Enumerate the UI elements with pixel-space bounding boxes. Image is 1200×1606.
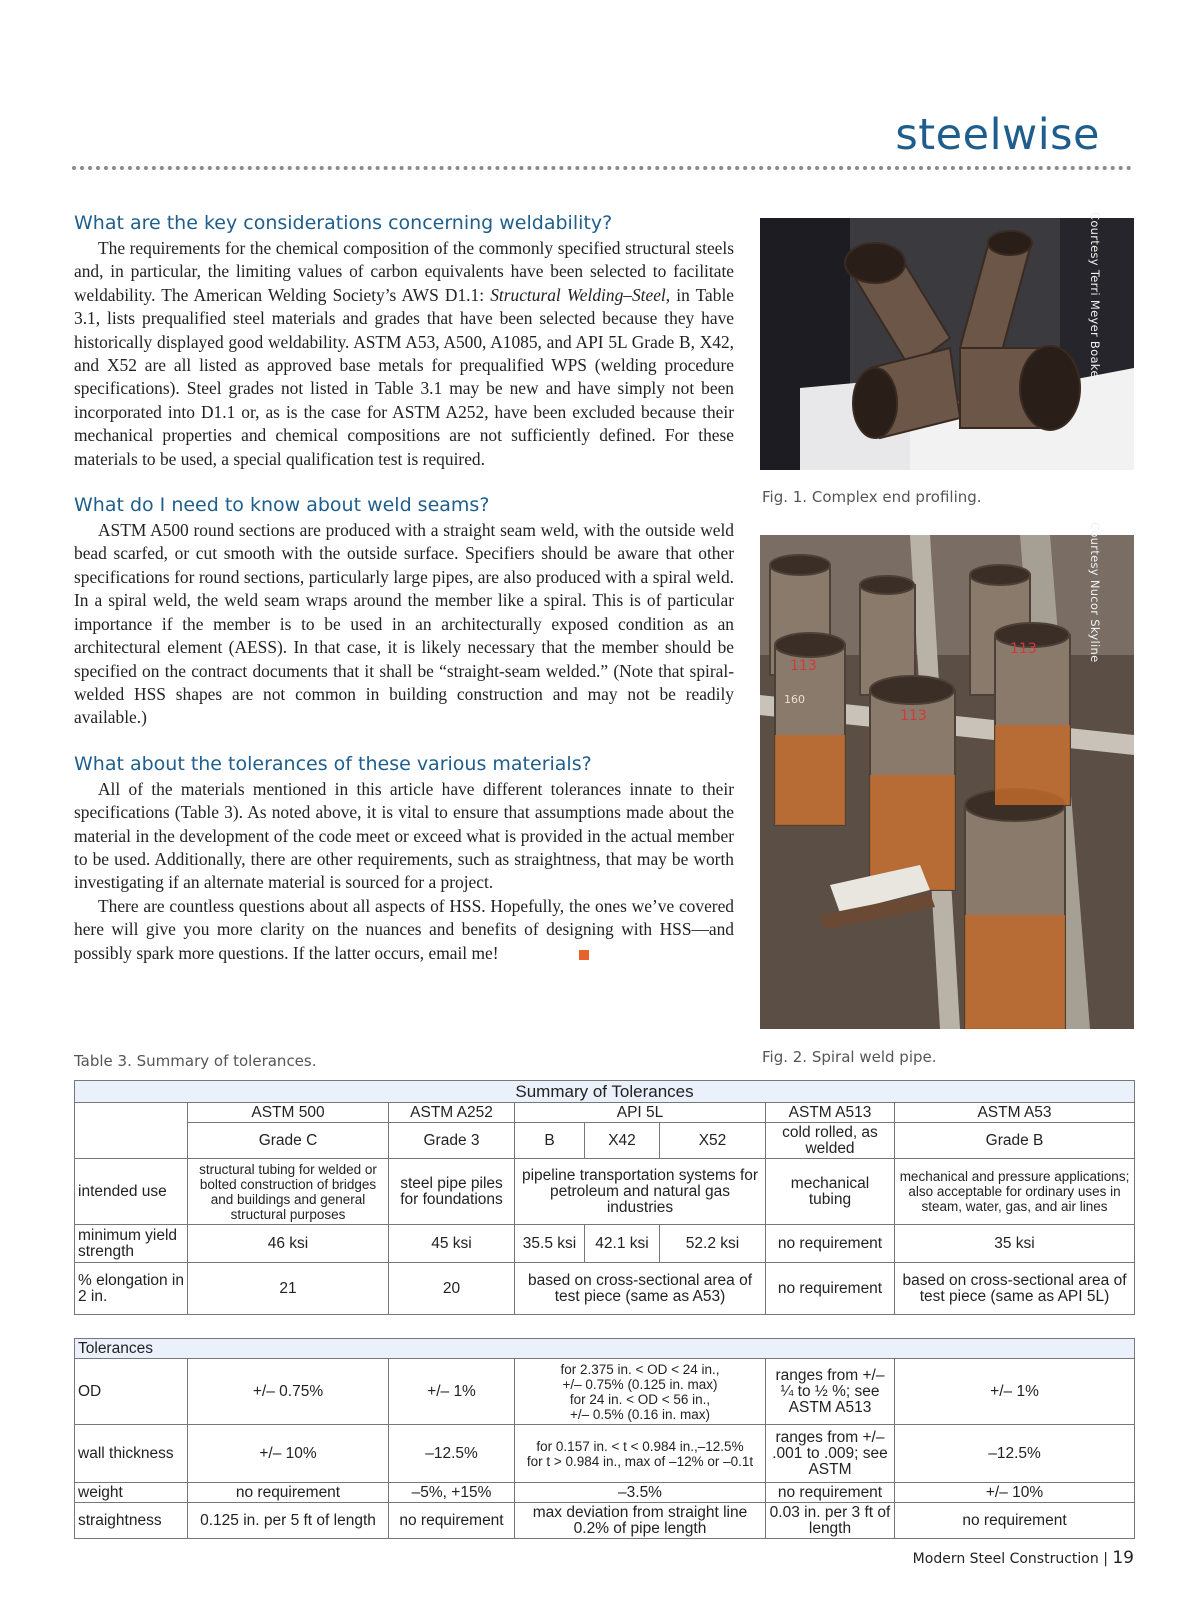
grade-cell: B [515, 1123, 585, 1159]
spiral-weld-pipe-image [760, 535, 1134, 1029]
table-cell: 0.03 in. per 3 ft of length [766, 1503, 895, 1539]
table-cell: +/– 1% [389, 1359, 515, 1425]
summary-table [74, 1080, 1135, 1315]
table-cell: max deviation from straight line 0.2% of pipe length [515, 1503, 766, 1539]
table-cell: no requirement [766, 1225, 895, 1263]
figure-1-credit: Courtesy Terri Meyer Boake [1088, 212, 1102, 378]
footer-separator: | [1103, 1551, 1108, 1567]
row-label: wall thickness [75, 1425, 188, 1483]
publication-name: Modern Steel Construction [912, 1551, 1099, 1567]
row-label: % elongation in 2 in. [75, 1263, 188, 1315]
od-row [75, 1359, 1135, 1425]
table-cell: 52.2 ksi [660, 1225, 766, 1263]
article-paragraph: The requirements for the chemical composition of the commonly specified structural steels and, in particular, the limiting values of carbon equivalents have been selected to facilitate weldability. The American Welding Society’s AWS D1.1: Structural Welding–Steel, in Table 3.1, lists prequalified steel materials and grades that have been selected because they have historically displayed good weldability. ASTM A53, A500, A1085, and API 5L Grade B, X42, and X52 are all listed as approved base metals for prequalified WPS (welding procedure specifications). Steel grades not listed in Table 3.1 may be new and have simply not been incorporated into D1.1 or, as is the case for ASTM A252, have been excluded because their mechanical properties and chemical compositions are not sufficiently defined. For these materials to be used, a special qualification test is required. [74, 238, 735, 469]
column-header: ASTM 500 [188, 1103, 389, 1123]
table-cell: ranges from +/– .001 to .009; see ASTM [766, 1425, 895, 1483]
table-cell: 0.125 in. per 5 ft of length [188, 1503, 389, 1539]
grade-cell: X42 [585, 1123, 660, 1159]
tolerances-title-row [75, 1339, 1135, 1359]
pipe-marking-label: 113 [1010, 641, 1037, 657]
table-cell: mechanical and pressure applications; also acceptable for ordinary uses in steam, water, gas, and air lines [895, 1159, 1135, 1225]
elongation-row [75, 1263, 1135, 1315]
grade-cell: cold rolled, as welded [766, 1123, 895, 1159]
table-title: Summary of Tolerances [75, 1081, 1135, 1103]
table-cell: 46 ksi [188, 1225, 389, 1263]
row-label: intended use [75, 1159, 188, 1225]
row-label: straightness [75, 1503, 188, 1539]
table-cell: structural tubing for welded or bolted construction of bridges and buildings and general structural purposes [188, 1159, 389, 1225]
column-header: API 5L [515, 1103, 766, 1123]
article-block-weld-seams [74, 494, 734, 730]
table-cell: no requirement [766, 1263, 895, 1315]
article-body [74, 212, 734, 988]
tolerances-title: Tolerances [75, 1339, 1135, 1359]
table-cell: +/– 10% [895, 1483, 1135, 1503]
table-cell: +/– 0.75% [188, 1359, 389, 1425]
table-cell: 45 ksi [389, 1225, 515, 1263]
table-cell: 20 [389, 1263, 515, 1315]
article-block-tolerances [74, 753, 734, 965]
table-cell: no requirement [188, 1483, 389, 1503]
yield-strength-row [75, 1225, 1135, 1263]
table-cell: –3.5% [515, 1483, 766, 1503]
pipe-number-label: 160 [784, 693, 805, 706]
pipe-marking-label: 113 [790, 658, 817, 674]
grade-cell: X52 [660, 1123, 766, 1159]
weight-row [75, 1483, 1135, 1503]
table-cell: no requirement [389, 1503, 515, 1539]
question-heading: What do I need to know about weld seams? [74, 494, 490, 517]
table-cell: no requirement [766, 1483, 895, 1503]
figure-1-caption: Fig. 1. Complex end profiling. [762, 488, 982, 506]
table-cell: based on cross-sectional area of test piece (same as A53) [515, 1263, 766, 1315]
table-cell: pipeline transportation systems for petroleum and natural gas industries [515, 1159, 766, 1225]
table-cell: 35 ksi [895, 1225, 1135, 1263]
table-cell: 21 [188, 1263, 389, 1315]
row-label: weight [75, 1483, 188, 1503]
page-number: 19 [1112, 1548, 1134, 1568]
column-header: ASTM A513 [766, 1103, 895, 1123]
row-label: OD [75, 1359, 188, 1425]
table-cell: for 0.157 in. < t < 0.984 in.,–12.5% for t > 0.984 in., max of –12% or –0.1t [515, 1425, 766, 1483]
table-cell: 42.1 ksi [585, 1225, 660, 1263]
table-cell: –12.5% [895, 1425, 1135, 1483]
table-cell: mechanical tubing [766, 1159, 895, 1225]
article-paragraph: All of the materials mentioned in this article have different tolerances innate to their specifications (Table 3). As noted above, it is vital to ensure that assumptions made about the material in the development of the code meet or exceed what is provided in the actual member to be used. Additionally, there are other requirements, such as straightness, that may be worth investigating if an alternate material is sourced for a project. [74, 778, 734, 893]
column-header: ASTM A252 [389, 1103, 515, 1123]
table-cell: –5%, +15% [389, 1483, 515, 1503]
grade-cell: Grade C [188, 1123, 389, 1159]
question-heading: What about the tolerances of these various materials? [74, 752, 592, 775]
table-cell: –12.5% [389, 1425, 515, 1483]
table-cell: no requirement [895, 1503, 1135, 1539]
article-block-weldability [74, 212, 734, 471]
table-cell: based on cross-sectional area of test piece (same as API 5L) [895, 1263, 1135, 1315]
figure-1-photo [760, 218, 1134, 470]
grade-header-row [75, 1123, 1135, 1159]
table-cell: for 2.375 in. < OD < 24 in., +/– 0.75% (0.125 in. max) for 24 in. < OD < 56 in., +/– 0.5% (0.16 in. max) [515, 1359, 766, 1425]
table-cell: ranges from +/– ¼ to ½ %; see ASTM A513 [766, 1359, 895, 1425]
section-title: steelwise [895, 110, 1100, 160]
figure-2-credit: Courtesy Nucor Skyline [1088, 522, 1102, 663]
grade-cell: Grade B [895, 1123, 1135, 1159]
table-cell: steel pipe piles for foundations [389, 1159, 515, 1225]
grade-cell: Grade 3 [389, 1123, 515, 1159]
tolerances-table [74, 1338, 1135, 1539]
table-caption: Table 3. Summary of tolerances. [74, 1052, 317, 1070]
complex-end-profiling-image [760, 218, 1134, 470]
dotted-divider [72, 166, 1132, 170]
article-paragraph: ASTM A500 round sections are produced with a straight seam weld, with the outside weld bead scarfed, or cut smooth with the outside surface. Specifiers should be aware that other specifications for round sections, particularly large pipes, are also produced with a spiral weld. In a spiral weld, the weld seam wraps around the member like a spiral. This is of particular importance if the member is to be used in an architecturally exposed condition as an architectural element (AESS). In that case, it is likely necessary that the member should be specified on the contract documents that it shall be “straight-seam welded.” (Note that spiral-welded HSS shapes are not common in building construction and may not be readily available.) [74, 520, 734, 728]
publication-title: Structural Welding–Steel [490, 284, 666, 305]
spec-header-row [75, 1103, 1135, 1123]
page-footer [913, 1548, 1134, 1568]
pipe-marking-label: 113 [900, 708, 927, 724]
table-cell: 35.5 ksi [515, 1225, 585, 1263]
column-header: ASTM A53 [895, 1103, 1135, 1123]
figure-2-photo [760, 535, 1134, 1029]
wall-thickness-row [75, 1425, 1135, 1483]
end-of-article-icon [579, 950, 589, 960]
article-paragraph: There are countless questions about all aspects of HSS. Hopefully, the ones we’ve covered here will give you more clarity on the nuances and benefits of designing with HSS—and possibly spark more questions. If the latter occurs, email me! [74, 895, 734, 963]
straightness-row [75, 1503, 1135, 1539]
table-cell: +/– 1% [895, 1359, 1135, 1425]
table-cell: +/– 10% [188, 1425, 389, 1483]
figure-2-caption: Fig. 2. Spiral weld pipe. [762, 1048, 937, 1066]
row-label: minimum yield strength [75, 1225, 188, 1263]
question-heading: What are the key considerations concerning weldability? [74, 212, 613, 234]
table-title-row [75, 1081, 1135, 1103]
intended-use-row [75, 1159, 1135, 1225]
